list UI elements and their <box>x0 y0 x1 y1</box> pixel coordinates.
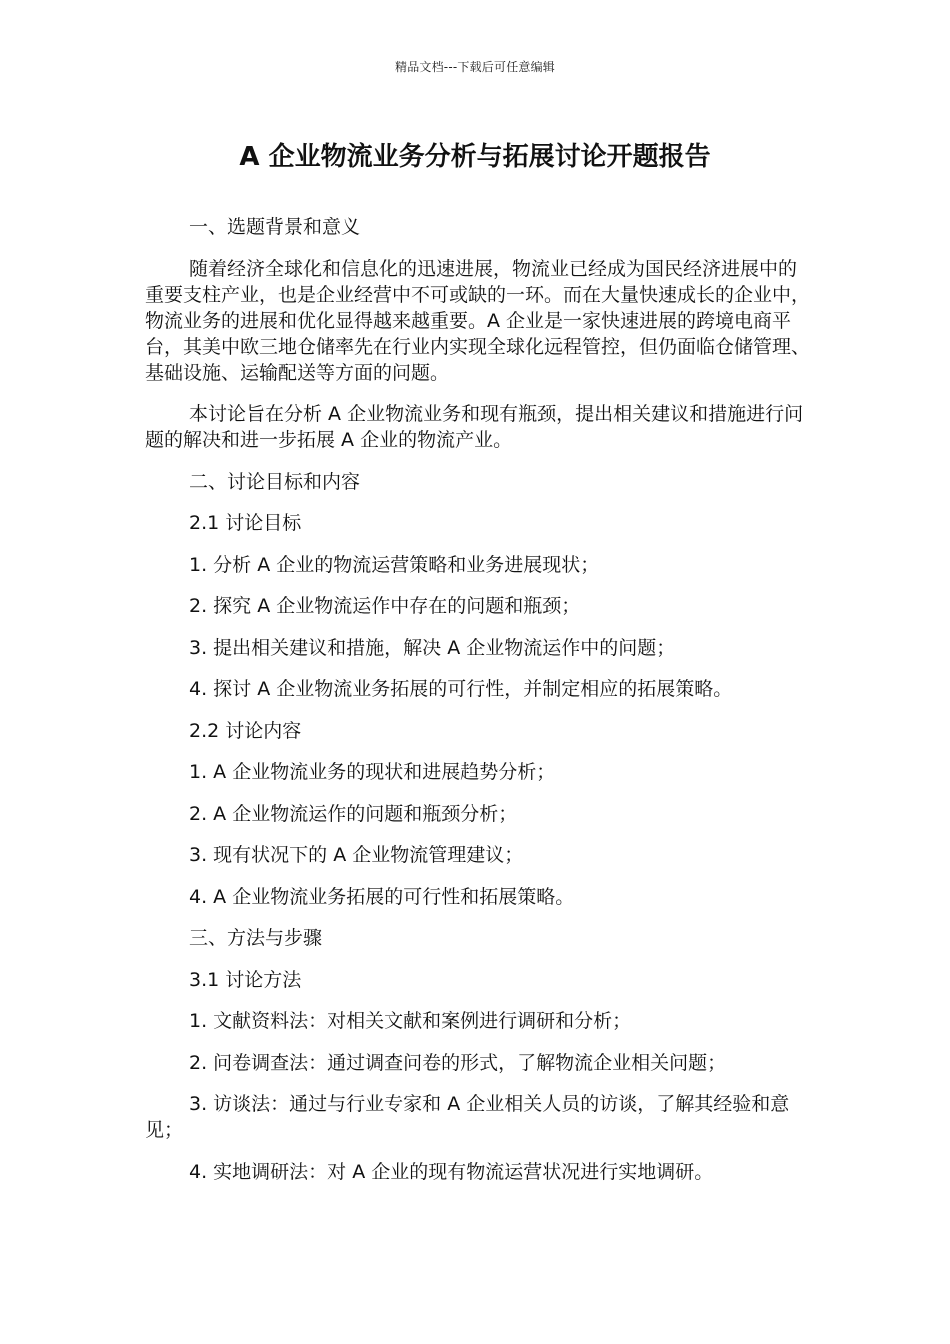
list-item: 2. 问卷调查法：通过调查问卷的形式，了解物流企业相关问题； <box>189 1051 727 1074</box>
list-item: 3. 现有状况下的 A 企业物流管理建议； <box>189 844 524 866</box>
header-note: 精品文档---下载后可任意编辑 <box>395 60 555 74</box>
paragraph-background: 随着经济全球化和信息化的迅速进展，物流业已经成为国民经济进展中的重要支柱产业，也是企业经营中不可或缺的一环。而在大量快速成长的企业中，物流业务的进展和优化显得越来越重要。A 企业是一家快速进展的跨境电商平台，其美中欧三地仓储率先在行业内实现全球化远程管控，但仍面临仓储管理、基础设施、运输配送等方面的问题。 <box>145 257 811 384</box>
section-heading-goals: 二、讨论目标和内容 <box>189 470 361 493</box>
list-item: 4. 实地调研法：对 A 企业的现有物流运营状况进行实地调研。 <box>189 1160 714 1183</box>
section-heading-background: 一、选题背景和意义 <box>189 216 361 238</box>
list-item: 1. A 企业物流业务的现状和进展趋势分析； <box>189 761 556 783</box>
list-item: 3. 访谈法：通过与行业专家和 A 企业相关人员的访谈，了解其经验和意见； <box>145 1093 790 1141</box>
list-item: 4. A 企业物流业务拓展的可行性和拓展策略。 <box>189 885 575 908</box>
section-heading-methods: 三、方法与步骤 <box>189 927 323 949</box>
list-item: 4. 探讨 A 企业物流业务拓展的可行性，并制定相应的拓展策略。 <box>189 678 733 700</box>
list-item: 2. A 企业物流运作的问题和瓶颈分析； <box>189 802 518 825</box>
subsection-heading-goals: 2.1 讨论目标 <box>189 512 302 534</box>
list-item: 1. 分析 A 企业的物流运营策略和业务进展现状； <box>189 553 600 576</box>
subsection-heading-methods: 3.1 讨论方法 <box>189 968 302 991</box>
document-body <box>145 214 810 1200</box>
list-item: 3. 提出相关建议和措施，解决 A 企业物流运作中的问题； <box>189 636 676 659</box>
paragraph-purpose: 本讨论旨在分析 A 企业物流业务和现有瓶颈，提出相关建议和措施进行问题的解决和进一步拓展 A 企业的物流产业。 <box>145 403 804 451</box>
list-item: 1. 文献资料法：对相关文献和案例进行调研和分析； <box>189 1010 632 1032</box>
document-title: A 企业物流业务分析与拓展讨论开题报告 <box>239 142 711 172</box>
subsection-heading-content: 2.2 讨论内容 <box>189 719 302 742</box>
list-item: 2. 探究 A 企业物流运作中存在的问题和瓶颈； <box>189 595 581 617</box>
